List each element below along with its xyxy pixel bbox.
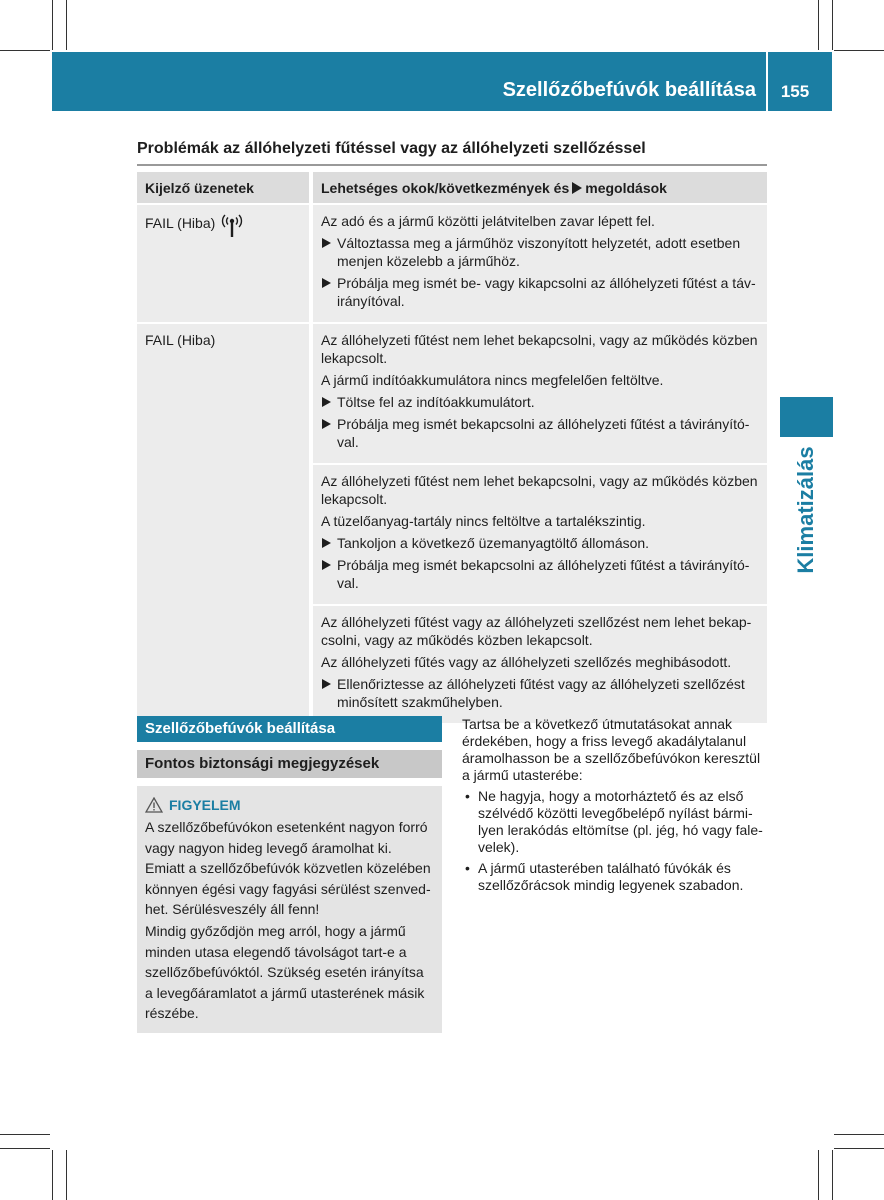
crop-mark <box>0 1148 50 1149</box>
cause-text: Az állóhelyzeti fűtést nem lehet bekapcsolni, vagy az működés közben lekapcsolt. <box>321 332 758 366</box>
table-row <box>137 204 767 323</box>
page-number: 155 <box>780 82 810 101</box>
solution-step: Próbálja meg ismét be- vagy kikapcsolni az állóhelyzeti fűtést a táv-irányítóval. <box>321 274 759 310</box>
cause-cell <box>311 204 767 323</box>
column-header-messages: Kijelző üzenetek <box>137 172 311 204</box>
cause-text: Az állóhelyzeti fűtést vagy az állóhelyzeti szellőzést nem lehet bekap-csolni, vagy az működés közben lekapcsolt. <box>321 614 752 648</box>
chapter-tab-label: Klimatizálás <box>793 446 818 574</box>
page-header-title: Szellőzőbefúvók beállítása <box>502 79 756 101</box>
display-message: FAIL (Hiba) <box>145 215 216 231</box>
crop-mark <box>832 1150 833 1200</box>
table-header-row <box>137 172 767 204</box>
warning-box <box>137 786 442 1033</box>
crop-mark <box>0 50 50 51</box>
crop-mark <box>834 1134 884 1135</box>
subsection-heading: Szellőzőbefúvók beállítása <box>137 716 442 742</box>
warning-triangle-icon <box>145 797 163 813</box>
warning-title: FIGYELEM <box>169 797 241 813</box>
safety-section <box>137 716 442 1033</box>
crop-mark <box>832 0 833 50</box>
solution-step: Ellenőriztesse az állóhelyzeti fűtést vagy az állóhelyzeti szellőzést minősített szakműhelyben. <box>321 675 759 711</box>
crop-mark <box>834 1148 884 1149</box>
table-row <box>137 323 767 464</box>
column-header-causes-text: Lehetséges okok/következmények és <box>321 179 570 196</box>
column-header-solutions-text: megoldások <box>585 179 667 196</box>
crop-mark <box>0 1134 50 1135</box>
crop-mark <box>818 0 819 50</box>
solution-step: Változtassa meg a járműhöz viszonyított helyzetét, adott esetben menjen közelebb a járműhöz. <box>321 234 759 270</box>
solution-step: Töltse fel az indítóakkumulátort. <box>321 393 759 411</box>
cause-text: A tüzelőanyag-tartály nincs feltöltve a tartalékszintig. <box>321 513 646 529</box>
crop-mark <box>52 1150 53 1200</box>
chapter-tab-marker <box>780 397 833 437</box>
list-item: • Ne hagyja, hogy a motorháztető és az első szélvédő közötti levegőbelépő nyílást bármi-lyen lerakódás eltömítse (pl. jég, hó vagy fale-velek). <box>462 788 770 856</box>
solution-step: Próbálja meg ismét bekapcsolni az állóhelyzeti fűtést a távirányító-val. <box>321 415 759 451</box>
crop-mark <box>52 0 53 50</box>
column-header-causes <box>311 172 767 204</box>
instructions-section <box>462 716 770 898</box>
cause-cell <box>311 605 767 723</box>
warning-paragraph: Mindig győződjön meg arról, hogy a jármű minden utasa elegendő távolságot tart-e a szellőzőbefúvóktól. Szükség esetén irányítsa a levegőáramlatot a jármű utasterének másik részébe. <box>145 923 425 1022</box>
crop-mark <box>66 1150 67 1200</box>
warning-paragraph: A szellőzőbefúvókon esetenként nagyon forró vagy nagyon hideg levegő áramolhat ki. Emiatt a szellőzőbefúvók közvetlen közelében könnyen égési vagy fagyási sérülést szenved-het. Sérülésveszély áll fenn! <box>145 819 431 918</box>
crop-mark <box>66 0 67 50</box>
troubleshooting-table <box>137 172 767 723</box>
message-cell <box>137 204 311 323</box>
cause-cell <box>311 464 767 605</box>
solution-step: Tankoljon a következő üzemanyagtöltő állomáson. <box>321 534 759 552</box>
cause-cell <box>311 323 767 464</box>
cause-text: Az adó és a jármű közötti jelátvitelben zavar lépett fel. <box>321 213 655 229</box>
crop-mark <box>818 1150 819 1200</box>
cause-text: Az állóhelyzeti fűtést nem lehet bekapcsolni, vagy az működés közben lekapcsolt. <box>321 473 758 507</box>
crop-mark <box>834 50 884 51</box>
antenna-signal-icon <box>221 212 243 242</box>
section-title: Problémák az állóhelyzeti fűtéssel vagy az állóhelyzeti szellőzéssel <box>137 140 646 157</box>
section-divider <box>137 164 767 166</box>
safety-notes-heading: Fontos biztonsági megjegyzések <box>137 750 442 778</box>
solution-step: Próbálja meg ismét bekapcsolni az állóhelyzeti fűtést a távirányító-val. <box>321 556 759 592</box>
message-cell <box>137 323 311 723</box>
list-item: • A jármű utasterében található fúvókák és szellőzőrácsok mindig legyenek szabadon. <box>462 860 770 894</box>
display-message: FAIL (Hiba) <box>145 332 216 348</box>
instructions-intro: Tartsa be a következő útmutatásokat annak érdekében, hogy a friss levegő akadálytalanul áramolhasson be a szellőzőbefúvókon keresztül a jármű utasterébe: <box>462 716 761 783</box>
warning-title-row <box>145 795 434 815</box>
cause-text: A jármű indítóakkumulátora nincs megfelelően feltöltve. <box>321 372 664 388</box>
action-arrow-icon <box>572 182 582 194</box>
cause-text: Az állóhelyzeti fűtés vagy az állóhelyzeti szellőzés meghibásodott. <box>321 654 732 670</box>
